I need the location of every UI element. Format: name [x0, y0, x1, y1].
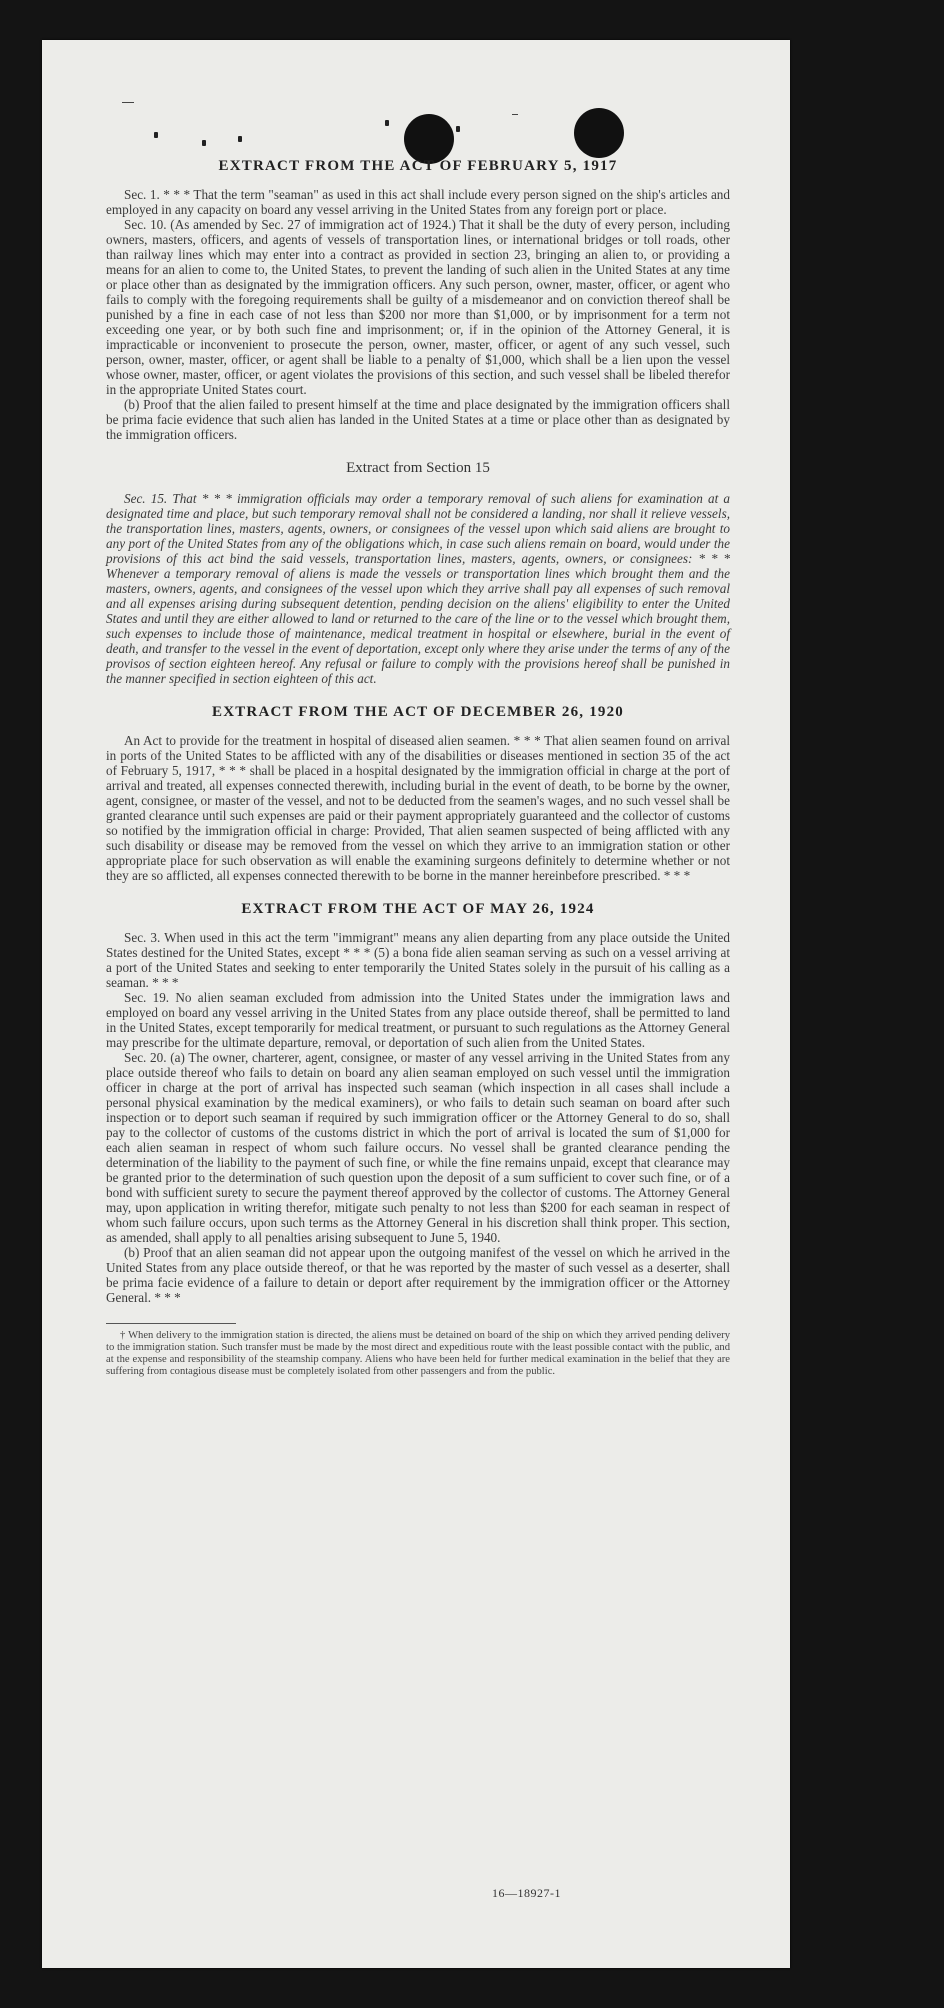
footnote-divider: [106, 1323, 236, 1324]
ink-speck: [154, 132, 158, 138]
punch-hole-right: [574, 108, 624, 158]
section-19: Sec. 19. No alien seaman excluded from admission into the United States under the immigration laws and employed on board any vessel arriving in the United States from any place outside thereof, shall be permitted to land in the United States, except temporarily for medical treatment, or pursuant to such regulations as the Attorney General may prescribe for the ultimate departure, removal, or deportation of such alien from the United States.: [106, 990, 730, 1050]
section-1: Sec. 1. * * * That the term "seaman" as used in this act shall include every person signed on the ship's articles and employed in any capacity on board any vessel arriving in the United States from any foreign port or place.: [106, 187, 730, 217]
section-15: Sec. 15. That * * * immigration officials may order a temporary removal of such aliens for examination at a designated time and place, but such temporary removal shall not be considered a landing, nor shall it relieve vessels, the transportation lines, masters, agents, owners, or consignees of the vessel upon which said aliens are brought to any port of the United States from any of the obligations which, in case such aliens remain on board, would under the provisions of this act bind the said vessels, transportation lines, masters, agents, owners, or consignees: * * * Whenever a temporary removal of aliens is made the vessels or transportation lines which brought them and the masters, owners, agents, and consignees of the vessel upon which they arrive shall pay all expenses of such removal and all expenses arising during subsequent detention, pending decision on the aliens' eligibility to enter the United States and until they are either allowed to land or returned to the care of the line or to the vessel which brought them, such expenses to include those of maintenance, medical treatment in hospital or elsewhere, burial in the event of death, and transfer to the vessel in the event of deportation, except only where they arise under the terms of any of the provisos of section eighteen hereof. Any refusal or failure to comply with the provisions hereof shall be punished in the manner specified in section eighteen of this act.: [106, 491, 730, 686]
section-3: Sec. 3. When used in this act the term "immigrant" means any alien departing from any place outside the United States destined for the United States, except * * * (5) a bona fide alien seaman serving as such on a vessel arriving at a port of the United States and seeking to enter temporarily the United States solely in the pursuit of his calling as a seaman. * * *: [106, 930, 730, 990]
heading-act-1917: EXTRACT FROM THE ACT OF FEBRUARY 5, 1917: [218, 158, 618, 174]
ink-speck: [456, 126, 460, 132]
document-page: [42, 40, 790, 1968]
heading-act-1924: EXTRACT FROM THE ACT OF MAY 26, 1924: [241, 901, 595, 917]
form-number: 16—18927-1: [492, 1886, 561, 1900]
footnote-text: † When delivery to the immigration station is directed, the aliens must be detained on board of the ship on which they arrived pending delivery to the immigration station. Such transfer must be made by the most direct and expeditious route with the least possible contact with the public, and at the expense and responsibility of the steamship company. Aliens who have been held for further medical examination in the belief that they are suffering from contagious disease must be completely isolated from other passengers and from the public.: [106, 1330, 730, 1377]
act-1920-text: An Act to provide for the treatment in hospital of diseased alien seamen. * * * That alien seamen found on arrival in ports of the United States to be afflicted with any of the disabilities or diseases mentioned in section 35 of the act of February 5, 1917, * * * shall be placed in a hospital designated by the immigration official in charge at the port of arrival and treated, all expenses connected therewith, including burial in the event of death, to be borne by the owner, agent, consignee, or master of the vessel, and not to be deducted from the seamen's wages, and no such vessel shall be granted clearance until such expenses are paid or their payment appropriately guaranteed and the collector of customs so notified by the immigration official in charge: Provided, That alien seamen suspected of being afflicted with any such disability or disease may be removed from the vessel on which they arrive to an immigration station or other appropriate place for such observation as will enable the examining surgeons definitely to determine whether or not they are so afflicted, all expenses connected therewith to be borne in the manner hereinbefore prescribed. * * *: [106, 733, 730, 883]
section-20: Sec. 20. (a) The owner, charterer, agent, consignee, or master of any vessel arriving in the United States from any place outside thereof who fails to detain on board any alien seaman employed on such vessel until the immigration officer in charge at the port of arrival has inspected such seaman (which inspection in all cases shall include a personal physical examination by the medical examiners), or who fails to detain such seaman on board after such inspection or to deport such seaman if required by such immigration officer or the Attorney General to do so, shall pay to the collector of customs of the customs district in which the port of arrival is located the sum of $1,000 for each alien seaman in respect of whom such failure occurs. No vessel shall be granted clearance pending the determination of the liability to the payment of such fine, or while the fine remains unpaid, except that clearance may be granted prior to the determination of such question upon the deposit of a sum sufficient to cover such fine, or of a bond with sufficient surety to secure the payment thereof approved by the collector of customs. The Attorney General may, upon application in writing therefor, mitigate such penalty to not less than $200 for each seaman in respect of whom such failure occurs, upon such terms as the Attorney General in his discretion shall think proper. This section, as amended, shall apply to all penalties arising subsequent to June 5, 1940.: [106, 1050, 730, 1245]
heading-section-15: Extract from Section 15: [346, 460, 490, 476]
section-10-b: (b) Proof that the alien failed to present himself at the time and place designated by the immigration officers shall be prima facie evidence that such alien has landed in the United States at a time or place other than as designated by the immigration officers.: [106, 397, 730, 442]
heading-act-1920: EXTRACT FROM THE ACT OF DECEMBER 26, 1920: [211, 704, 625, 720]
document-body: [106, 152, 730, 1378]
footnote: [106, 1330, 730, 1378]
section-20-b: (b) Proof that an alien seaman did not appear upon the outgoing manifest of the vessel on which he arrived in the United States from any place outside thereof, or that he was reported by the master of such vessel as a deserter, shall be prima facie evidence of a failure to detain or deport after requirement by the immigration officer or the Attorney General. * * *: [106, 1245, 730, 1305]
ink-speck: [202, 140, 206, 146]
ink-speck: [238, 136, 242, 142]
ink-speck: [385, 120, 389, 126]
ink-smudge: [512, 114, 518, 115]
ink-smudge: [122, 102, 134, 103]
section-10: Sec. 10. (As amended by Sec. 27 of immigration act of 1924.) That it shall be the duty of every person, including owners, masters, officers, and agents of vessels of transportation lines, or international bridges or toll roads, other than railway lines which may enter into a contract as provided in section 23, bringing an alien to, or providing a means for an alien to come to, the United States, to prevent the landing of such alien in the United States at any time or place other than as designated by the immigration officers. Any such person, owner, master, officer, or agent who fails to comply with the foregoing requirements shall be guilty of a misdemeanor and on conviction thereof shall be punished by a fine in each case of not less than $200 nor more than $1,000, or by imprisonment for a term not exceeding one year, or by both such fine and imprisonment; or, if in the opinion of the Attorney General, it is impracticable or inconvenient to prosecute the person, owner, master, officer, or agent of any such vessel, such person, owner, master, officer, or agent shall be liable to a penalty of $1,000, which shall be a lien upon the vessel whose owner, master, officer, or agent violates the provisions of this section, and such vessel shall be libeled therefor in the appropriate United States court.: [106, 217, 730, 397]
